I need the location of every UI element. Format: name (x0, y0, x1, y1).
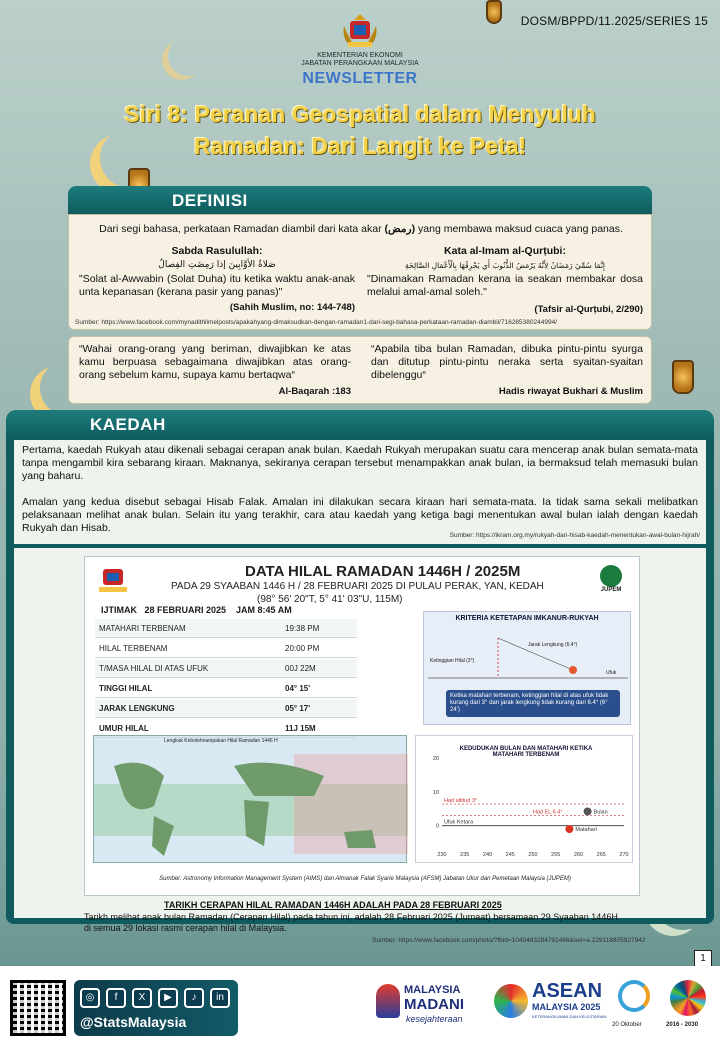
data-row-value: 20:00 PM (285, 644, 320, 653)
definisi-header (68, 186, 652, 214)
observation-date-heading: TARIKH CERAPAN HILAL RAMADAN 1446H ADALAH PADA 28 FEBRUARI 2025 (164, 900, 502, 910)
definisi-heading: DEFINISI (172, 191, 248, 210)
moon-sun-chart (415, 735, 633, 863)
jupem-label: JUPEM (600, 587, 622, 593)
data-row-value: 11J 15M (285, 724, 316, 733)
sdg-logo (662, 978, 714, 1032)
asean-text: ASEAN (532, 980, 603, 1002)
chart-title: KEDUDUKAN BULAN DAN MATAHARI KETIKA MATAHARI TERBENAM (459, 746, 593, 758)
x-twitter-icon[interactable]: X (132, 988, 152, 1008)
criteria-label-elongation: Jarak Lengkung (6.4°) (528, 642, 578, 648)
instagram-icon[interactable]: ◎ (80, 988, 100, 1008)
asean-year: MALAYSIA 2025 (532, 1002, 601, 1012)
jupem-logo (595, 565, 627, 597)
lantern-icon (672, 360, 694, 394)
elongation-label: Had EL 6.4° (533, 809, 563, 816)
quran-ref: Al-Baqarah :183 (278, 386, 351, 397)
criteria-text: Ketika matahari terbenam, ketinggian hilal di atas ufuk tidak kurang dari 3° dan jarak lengkung tidak kurang dari 6.4° (6° 24') (446, 690, 620, 717)
statistics-day-date: 20 Oktober (612, 1022, 642, 1028)
title-line-1: Siri 8: Peranan Geospatial dalam Menyuluh (124, 101, 596, 127)
asean-2025-logo (494, 978, 610, 1032)
intro-arabic: (رمض) (384, 223, 416, 235)
linkedin-icon[interactable]: in (210, 988, 230, 1008)
data-row-value: 19:38 PM (285, 624, 320, 633)
right-ref: (Tafsir al-Qurṭubi, 2/290) (534, 304, 643, 315)
globe-icon (600, 565, 622, 587)
hilal-infographic (84, 556, 640, 896)
x-tick-label: 265 (596, 852, 606, 858)
data-row-value: 05° 17' (285, 704, 311, 713)
qr-code (10, 980, 66, 1036)
lantern-icon (486, 0, 502, 24)
malaysia-madani-logo (376, 978, 486, 1032)
world-visibility-map (93, 735, 407, 863)
chart-plot (416, 736, 634, 864)
infographic-subtitle-1: PADA 29 SYAABAN 1446 H / 28 FEBRUARI 2025 DI PULAU PERAK, YAN, KEDAH (171, 581, 544, 592)
data-row (95, 699, 357, 718)
x-tick-label: 260 (573, 852, 584, 858)
kaedah-heading: KAEDAH (90, 415, 166, 434)
madani-text-1: MALAYSIA (404, 984, 461, 996)
sun-label: Matahari (575, 827, 597, 834)
hadith-quote: “Apabila tiba bulan Ramadan, dibuka pintu-pintu syurga dan ditutup pintu-pintu neraka serta syaitan-syaitan dibelenggu“ (371, 343, 643, 381)
data-row-label: MATAHARI TERBENAM (99, 624, 186, 633)
data-row (95, 659, 357, 678)
infographic-subtitle-2: (98° 56' 20"T, 5° 41' 03"U, 115M) (257, 594, 403, 605)
observation-text: Tarikh melihat anak bulan Ramadan (Cerapan Hilal) pada tahun ini, adalah 28 Februari 2025 (Jumaat) bersamaan 29 Syaaban 1446H di semua 29 lokasi rasmi cerapan hilal di Malaysia. (84, 912, 618, 933)
continents-graphic (94, 736, 408, 864)
asean-emblem-icon (494, 984, 528, 1018)
page-title (40, 98, 680, 162)
madani-text-3: kesejahteraan (406, 1014, 463, 1024)
definisi-intro (81, 223, 641, 236)
criteria-title: KRITERIA KETETAPAN IMKANUR-RUKYAH (455, 615, 599, 622)
page-number: 1 (694, 950, 712, 968)
malaysia-crest-logo (95, 565, 131, 595)
data-row-label: TINGGI HILAL (99, 684, 153, 693)
qr-code-pattern (13, 983, 63, 1033)
data-row-value: 04° 15' (285, 684, 311, 693)
data-row (95, 679, 357, 698)
right-title: Kata al-Imam al-Qurṭubi: (444, 245, 566, 257)
statistics-day-emblem-icon (618, 980, 650, 1012)
world-statistics-day-logo (612, 978, 656, 1032)
data-row (95, 719, 357, 738)
data-row-label: HILAL TERBENAM (99, 644, 168, 653)
intro-text-end: yang membawa maksud cuaca yang panas. (415, 223, 623, 235)
definisi-source: Sumber: https://www.facebook.com/mynadithilmelposts/apakahyang-dimaksudkan-dengan-ramadan1-dari-segi-bahasa-perkataan-ramadan-diambil/716285380244994/ (75, 319, 557, 326)
newsletter-label: NEWSLETTER (302, 70, 418, 87)
left-title: Sabda Rasulullah: (171, 245, 263, 257)
sdg-wheel-icon (670, 980, 706, 1016)
ministry-name (0, 52, 720, 68)
x-tick-label: 235 (460, 852, 470, 858)
x-tick-label: 240 (482, 852, 493, 858)
infographic-source: Sumber: Astronomy Information Management System (AIMS) dan Almanak Falak Syarie Malaysia (AFSM) Jabatan Ukur dan Pemetaan Malaysia (JUPEM) (159, 876, 571, 882)
department-line: JABATAN PERANGKAAN MALAYSIA (301, 60, 419, 67)
criteria-diagram (428, 626, 628, 686)
intro-text: Dari segi bahasa, perkataan Ramadan diambil dari kata akar (99, 223, 385, 235)
title-line-2: Ramadan: Dari Langit ke Peta! (193, 133, 527, 159)
kaedah-source: Sumber: https://ikram.org.my/rukyah-dan-hisab-kaedah-menentukan-awal-bulan-hijrah/ (449, 532, 700, 539)
right-quote: "Dinamakan Ramadan kerana ia seakan membakar dosa melalui amal-amal soleh." (367, 273, 643, 298)
sun-point (565, 825, 573, 833)
map-caption: Lengkuk Kebolehnampakan Hilal Ramadan 1446 H (164, 738, 278, 744)
ministry-line: KEMENTERIAN EKONOMI (317, 52, 403, 59)
kaedah-header (6, 410, 714, 440)
madani-text-2: MADANI (404, 996, 464, 1013)
asean-tagline: KETERANGKUMAN DAN KELESTARIAN (532, 1014, 607, 1019)
infographic-title: DATA HILAL RAMADAN 1446H / 2025M (245, 563, 521, 580)
hadith-ref: Hadis riwayat Bukhari & Muslim (498, 386, 643, 397)
kaedah-paragraph-2: Amalan yang kedua disebut sebagai Hisab Falak. Amalan ini dilakukan secara kiraan hari semata-mata. Ia tidak sama sekali melibatkan pelaksanaan melihat anak bulan. Selain itu yang terakhir, cara atau kaedah yang ketiga bagi menentukan awal bulan ialah dengan kaedah Rukyah dan Hisab. (22, 496, 698, 534)
criteria-label-altitude: Ketinggian Hilal (3°) (430, 658, 475, 664)
data-row (95, 619, 357, 638)
x-tick-label: 230 (437, 852, 447, 858)
sdg-years: 2016 - 2030 (666, 1022, 699, 1028)
ijtimak-row: IJTIMAK 28 FEBRUARI 2025 JAM 8:45 AM (101, 605, 292, 615)
social-bar (74, 980, 238, 1036)
definisi-card (68, 214, 652, 330)
left-ref: (Sahih Muslim, no: 144-748) (229, 302, 355, 313)
criteria-panel (423, 611, 631, 725)
y-tick-label: 20 (432, 756, 439, 762)
youtube-icon[interactable]: ▶ (158, 988, 178, 1008)
left-arabic: صَلاةُ الأوَّابِينَ إذا رَمِضَتِ الفِصالُ (158, 260, 276, 270)
kaedah-body (14, 440, 706, 544)
data-row-label: JARAK LENGKUNG (99, 704, 175, 713)
moon-point (584, 807, 592, 815)
madani-emblem-icon (376, 984, 400, 1018)
x-tick-label: 270 (619, 852, 629, 858)
quran-quote: “Wahai orang-orang yang beriman, diwajibkan ke atas kamu berpuasa sebagaimana diwajibkan atas orang-orang sebelum kamu, supaya kamu bertaqwa“ (79, 343, 351, 381)
quotes-card (68, 336, 652, 404)
data-row-value: 00J 22M (285, 664, 316, 673)
x-tick-label: 255 (551, 852, 561, 858)
social-handle[interactable]: @StatsMalaysia (80, 1014, 187, 1030)
horizon-label: Ufuk Ketara (444, 819, 474, 826)
x-tick-label: 245 (505, 852, 515, 858)
facebook-icon[interactable]: f (106, 988, 126, 1008)
moon-label: Bulan (593, 809, 608, 816)
data-row (95, 639, 357, 658)
malaysia-crest-logo (340, 12, 380, 50)
data-row-label: T/MASA HILAL DI ATAS UFUK (99, 664, 209, 673)
tiktok-icon[interactable]: ♪ (184, 988, 204, 1008)
kaedah-paragraph-1: Pertama, kaedah Rukyah atau dikenali sebagai cerapan anak bulan. Kaedah Rukyah merupakan suatu cara mencerap anak bulan semata-mata tanpa mengambil kira sebarang kiraan. Maknanya, sekiranya cerapan tersebut menampakkan anak bulan, ia bermaksud telah memasuki bulan yang baharu. (22, 444, 698, 482)
right-arabic: إِنَّمَا سُمِّيَ رَمَضَانُ لِأَنَّهُ يَرْمَضُ الذُّنُوبَ أَي يَحْرِقُهَا بِالْأَعْمَالِ الصَّالِحَةِ (404, 261, 606, 270)
y-tick-label: 10 (432, 789, 439, 796)
x-tick-label: 250 (528, 852, 538, 858)
y-tick-label: 0 (435, 823, 439, 830)
left-quote: "Solat al-Awwabin (Solat Duha) itu ketika waktu anak-anak unta kepanasan (kerana pasir yang panas)" (79, 273, 355, 298)
footer (0, 966, 720, 1040)
series-code: DOSM/BPPD/11.2025/SERIES 15 (520, 14, 708, 28)
hilal-altitude-label: Had altitud 3° (444, 798, 478, 805)
criteria-label-horizon: Ufuk (606, 670, 617, 676)
bottom-source: Sumber: https://www.facebook.com/photo/?fbid=1040483284791486&set=a.229118805927942 (372, 937, 646, 944)
data-row-label: UMUR HILAL (99, 724, 149, 733)
